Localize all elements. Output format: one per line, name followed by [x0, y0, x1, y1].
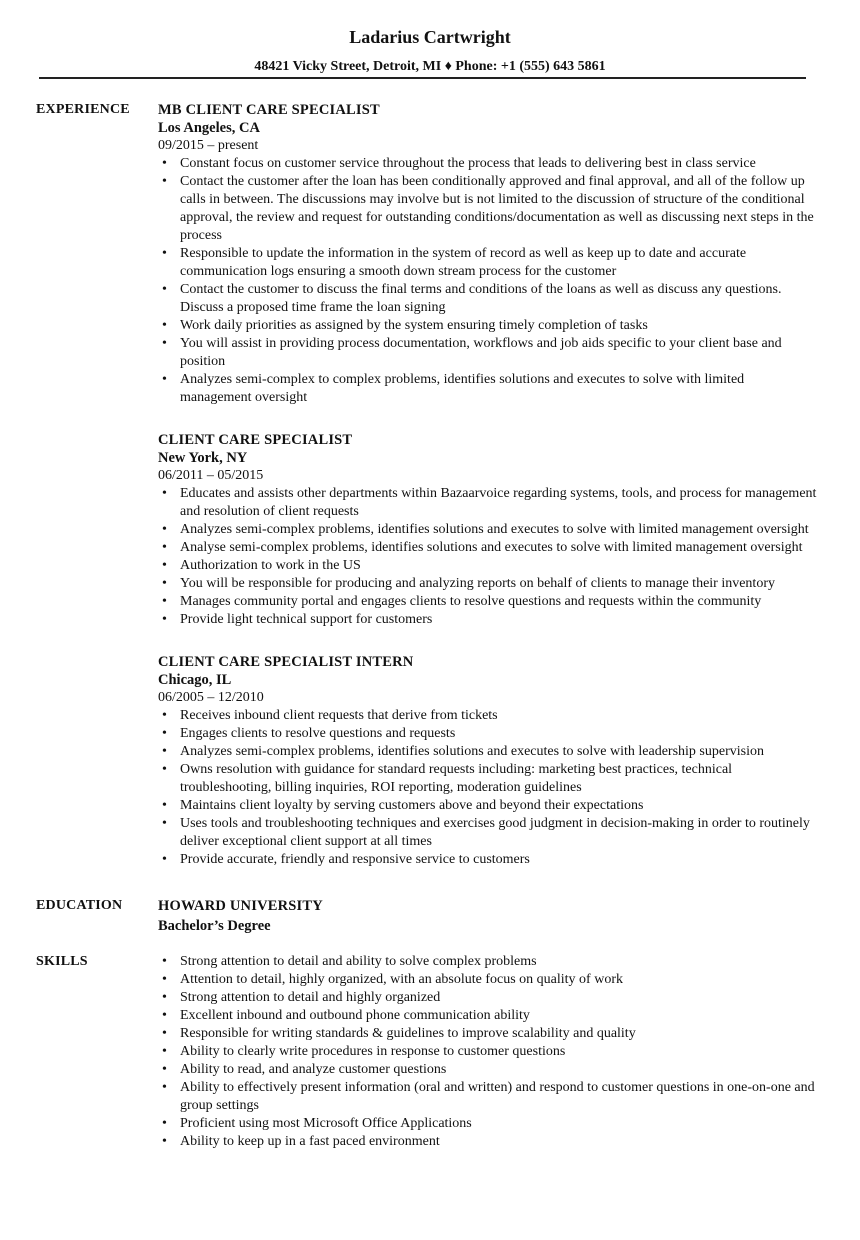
job-bullet: • Maintains client loyalty by serving customers above and beyond their expectations — [158, 797, 818, 815]
skill-item: • Attention to detail, highly organized, with an absolute focus on quality of work — [158, 971, 818, 989]
school-name: HOWARD UNIVERSITY — [158, 898, 323, 914]
job-bullet-list — [158, 485, 818, 629]
skill-item: • Ability to read, and analyze customer questions — [158, 1061, 818, 1079]
job-bullet: • Contact the customer to discuss the final terms and conditions of the loans as well as discuss any questions. Discuss a proposed time frame the loan signing — [158, 281, 818, 317]
skill-item: • Ability to effectively present information (oral and written) and respond to customer questions in one-on-one and group settings — [158, 1079, 818, 1115]
skill-item: • Excellent inbound and outbound phone communication ability — [158, 1007, 818, 1025]
job-dates: 09/2015 – present — [158, 138, 259, 153]
skill-item: • Ability to clearly write procedures in response to customer questions — [158, 1043, 818, 1061]
job-bullet: • Authorization to work in the US — [158, 557, 818, 575]
job-bullet-list — [158, 155, 818, 407]
skill-item: • Strong attention to detail and ability to solve complex problems — [158, 953, 818, 971]
job-bullet: • Engages clients to resolve questions and requests — [158, 725, 818, 743]
education-heading: EDUCATION — [36, 898, 123, 913]
skill-item: • Proficient using most Microsoft Office Applications — [158, 1115, 818, 1133]
experience-section — [0, 101, 860, 869]
job-bullet: • Provide accurate, friendly and responsive service to customers — [158, 851, 818, 869]
job-bullet: • Receives inbound client requests that derive from tickets — [158, 707, 818, 725]
job-entry — [158, 101, 818, 407]
skill-item: • Strong attention to detail and highly organized — [158, 989, 818, 1007]
job-bullet: • Responsible to update the information in the system of record as well as keep up to date and accurate communication logs ensuring a smooth down stream process for the customer — [158, 245, 818, 281]
education-section — [0, 897, 860, 935]
job-bullet: • Uses tools and troubleshooting techniques and exercises good judgment in decision-making in order to routinely deliver exceptional client support at all times — [158, 815, 818, 851]
job-bullet: • Manages community portal and engages clients to resolve questions and requests within the community — [158, 593, 818, 611]
job-location: New York, NY — [158, 450, 248, 466]
skills-section — [0, 953, 860, 1151]
job-bullet: • Educates and assists other departments within Bazaarvoice regarding systems, tools, and process for management and resolution of client requests — [158, 485, 818, 521]
job-bullet: • Analyzes semi-complex problems, identifies solutions and executes to solve with leadership supervision — [158, 743, 818, 761]
job-dates: 06/2005 – 12/2010 — [158, 690, 264, 705]
job-title: CLIENT CARE SPECIALIST INTERN — [158, 654, 414, 670]
job-bullet: • Analyse semi-complex problems, identifies solutions and executes to solve with limited management oversight — [158, 539, 818, 557]
contact-line: 48421 Vicky Street, Detroit, MI ♦ Phone: +1 (555) 643 5861 — [254, 59, 606, 74]
job-title: MB CLIENT CARE SPECIALIST — [158, 102, 380, 118]
job-entry — [158, 653, 818, 869]
job-bullet-list — [158, 707, 818, 869]
experience-heading: EXPERIENCE — [36, 102, 130, 117]
job-location: Los Angeles, CA — [158, 120, 260, 136]
job-bullet: • You will assist in providing process documentation, workflows and job aids specific to your client base and position — [158, 335, 818, 371]
job-bullet: • Work daily priorities as assigned by the system ensuring timely completion of tasks — [158, 317, 818, 335]
job-entry — [158, 431, 818, 629]
header-divider — [39, 77, 806, 79]
job-bullet: • Constant focus on customer service throughout the process that leads to delivering best in class service — [158, 155, 818, 173]
skills-list — [158, 953, 818, 1151]
job-bullet: • Contact the customer after the loan has been conditionally approved and final approval, and all of the follow up calls in between. The discussions may involve but is not limited to the discussion of structure of the conditional approval, the review and request for outstanding conditions/documentation as well as discussing next steps in the process — [158, 173, 818, 245]
job-bullet: • Owns resolution with guidance for standard requests including: marketing best practices, technical troubleshooting, billing inquiries, ROI reporting, moderation guidelines — [158, 761, 818, 797]
resume-header — [0, 0, 860, 76]
job-bullet: • Analyzes semi-complex to complex problems, identifies solutions and executes to solve with limited management oversight — [158, 371, 818, 407]
job-location: Chicago, IL — [158, 672, 232, 688]
job-bullet: • You will be responsible for producing and analyzing reports on behalf of clients to manage their inventory — [158, 575, 818, 593]
job-bullet: • Provide light technical support for customers — [158, 611, 818, 629]
job-bullet: • Analyzes semi-complex problems, identifies solutions and executes to solve with limited management oversight — [158, 521, 818, 539]
skill-item: • Ability to keep up in a fast paced environment — [158, 1133, 818, 1151]
job-title: CLIENT CARE SPECIALIST — [158, 432, 353, 448]
candidate-name: Ladarius Cartwright — [349, 27, 511, 47]
skills-heading: SKILLS — [36, 954, 88, 969]
degree: Bachelor’s Degree — [158, 918, 271, 934]
job-dates: 06/2011 – 05/2015 — [158, 468, 264, 483]
skill-item: • Responsible for writing standards & guidelines to improve scalability and quality — [158, 1025, 818, 1043]
